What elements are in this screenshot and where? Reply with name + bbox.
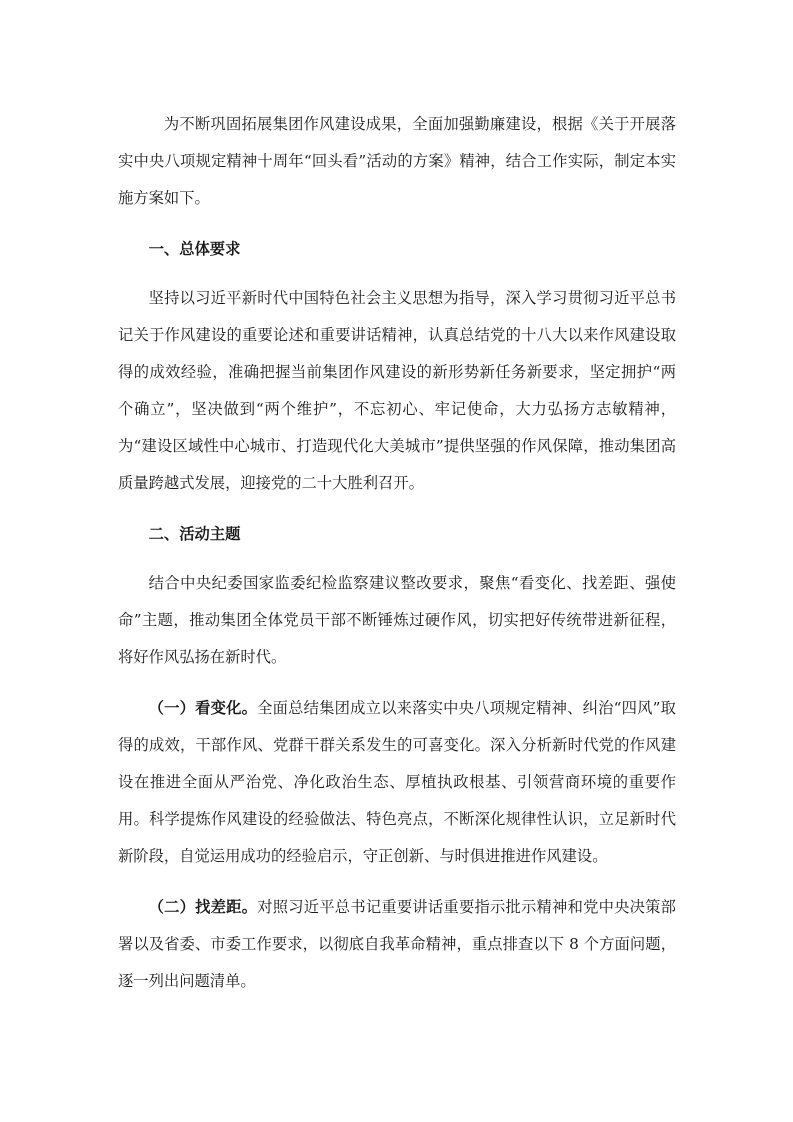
section-2-body: 结合中央纪委国家监委纪检监察建议整改要求，聚焦“看变化、找差距、强使命”主题，推动集团全体党员干部不断锤炼过硬作风，切实把好传统带进新征程，将好作风弘扬在新时代。: [118, 574, 676, 666]
item-1-label: （一）看变化。: [148, 699, 258, 717]
intro-paragraph: 为不断巩固拓展集团作风建设成果，全面加强勤廉建设，根据《关于开展落实中央八项规定精神十周年“回头看”活动的方案》精神，结合工作实际，制定本实施方案如下。: [118, 115, 676, 207]
section-1-body: 坚持以习近平新时代中国特色社会主义思想为指导，深入学习贯彻习近平总书记关于作风建设的重要论述和重要讲话精神，认真总结党的十八大以来作风建设取得的成效经验，准确把握当前集团作风建设的新形势新任务新要求，坚定拥护“两个确立”，坚决做到“两个维护”，不忘初心、牢记使命，大力弘扬方志敏精神，为“建设区域性中心城市、打造现代化大美城市”提供坚强的作风保障，推动集团高质量跨越式发展，迎接党的二十大胜利召开。: [118, 289, 676, 492]
item-2-paragraph: [118, 889, 676, 1000]
section-1-heading: 一、总体要求: [148, 240, 241, 258]
item-2-label: （二）找差距。: [148, 898, 258, 916]
item-1-text: 全面总结集团成立以来落实中央八项规定精神、纠治“四风”取得的成效，干部作风、党群干群关系发生的可喜变化。深入分析新时代党的作风建设在推进全面从严治党、净化政治生态、厚植执政根基、引领营商环境的重要作用。科学提炼作风建设的经验做法、特色亮点，不断深化规律性认识，立足新时代新阶段，自觉运用成功的经验启示，守正创新、与时俱进推进作风建设。: [118, 699, 676, 865]
document-body: [118, 106, 676, 1000]
section-2-heading: 二、活动主题: [148, 525, 241, 543]
item-1-paragraph: [118, 690, 676, 875]
item-2-text: 对照习近平总书记重要讲话重要指示批示精神和党中央决策部署以及省委、市委工作要求，以彻底自我革命精神，重点排查以下 8 个方面问题，逐一列出问题清单。: [118, 898, 676, 990]
